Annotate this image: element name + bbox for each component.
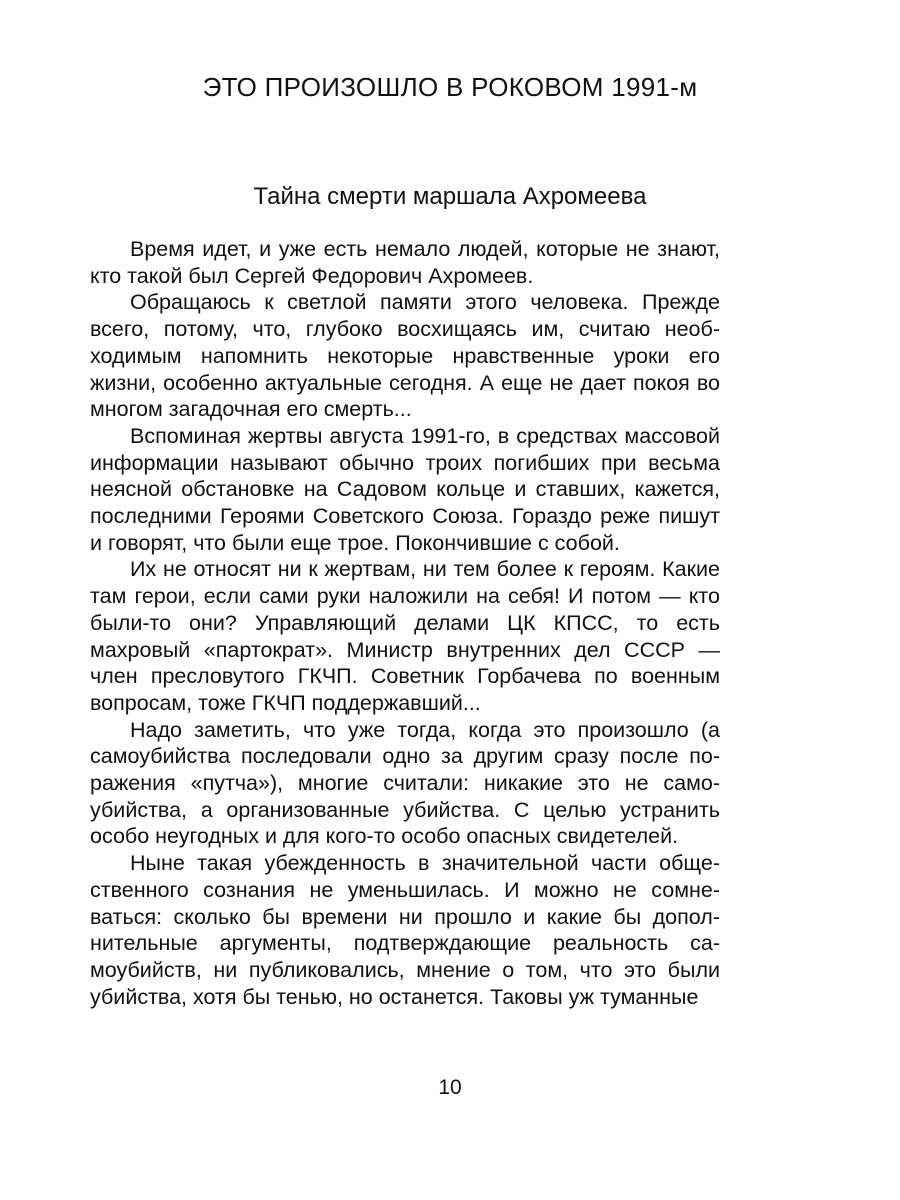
body-text (90, 236, 720, 1010)
paragraph: Ныне такая убежденность в значительной части общественного сознания не уменьшилась. И можно не сомневаться: сколько бы времени ни прошло и какие бы дополнительные аргументы, подтверждающие реальность самоубийств, ни публиковались, мнение о том, что это были убийства, хотя бы тенью, но останется. Таковы уж туманные (90, 851, 720, 1009)
section-title: Тайна смерти маршала Ахромеева (253, 183, 647, 210)
paragraph: Время идет, и уже есть немало людей, которые не знают, кто такой был Сергей Федорович Ахромеев. (90, 237, 720, 288)
page-number: 10 (438, 1076, 462, 1099)
paragraph: Вспоминая жертвы августа 1991-го, в средствах массовой информации называют обычно троих погибших при весьма неясной обстановке на Садовом кольце и ставших, кажется, последними Героями Советского Союза. Гораздо реже пишут и говорят, что были еще трое. Покончившие с собой. (90, 423, 720, 555)
chapter-title: ЭТО ПРОИЗОШЛО В РОКОВОМ 1991-м (202, 72, 698, 102)
paragraph: Надо заметить, что уже тогда, когда это произошло (а самоубийства последовали одно за другим сразу после поражения «путча»), многие считали: никакие это не самоубийства, а организованные убийства. С целью устранить особо неугодных и для кого-то особо опасных свидетелей. (90, 717, 720, 849)
paragraph: Обращаюсь к светлой памяти этого человека. Прежде всего, потому, что, глубоко восхищаясь им, считаю необходимым напомнить некоторые нравственные уроки его жизни, особенно актуальные сегодня. А еще не дает покоя во многом загадочная его смерть... (90, 290, 720, 422)
paragraph: Их не относят ни к жертвам, ни тем более к героям. Какие там герои, если сами руки наложили на себя! И потом — кто были-то они? Управляющий делами ЦК КПСС, то есть махровый «партократ». Министр внутренних дел СССР — член пресловутого ГКЧП. Советник Горбачева по военным вопросам, тоже ГКЧП поддержавший... (90, 557, 720, 715)
